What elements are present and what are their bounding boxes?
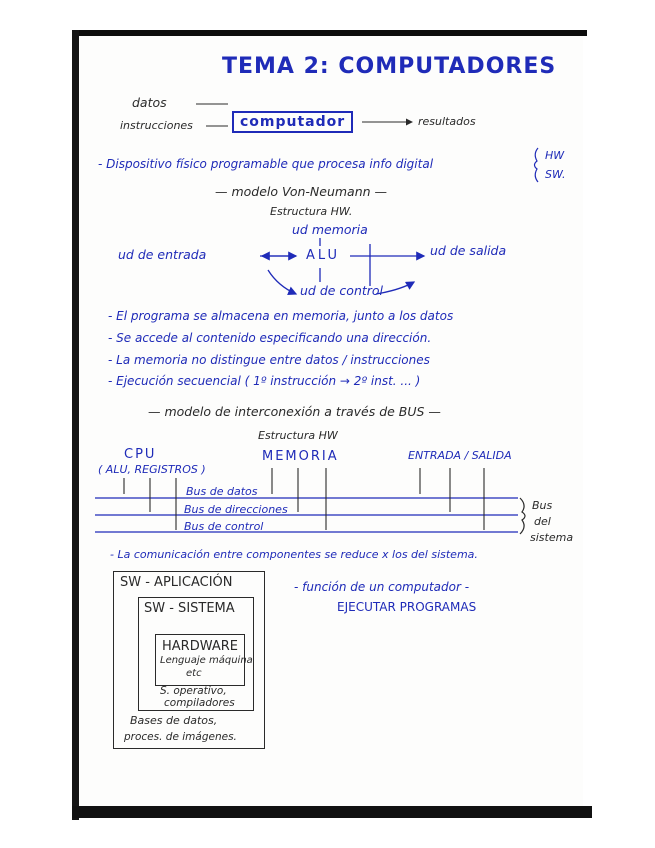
page-title: TEMA 2: COMPUTADORES	[222, 54, 557, 79]
ud-memoria: ud memoria	[292, 222, 368, 237]
definition-text: - Dispositivo físico programable que procesa info digital	[98, 157, 434, 171]
layer-inner-detail-2: etc	[186, 668, 202, 679]
layer-outer-detail-2: proces. de imágenes.	[124, 731, 237, 743]
cpu-detail: ( ALU, REGISTROS )	[98, 463, 206, 476]
ud-salida: ud de salida	[430, 243, 507, 258]
function-line-1: - función de un computador -	[294, 580, 470, 594]
bus-control-label: Bus de control	[184, 520, 264, 533]
bullet-3: - La memoria no distingue entre datos / instrucciones	[108, 353, 430, 367]
bus-note: - La comunicación entre componentes se reduce x los del sistema.	[110, 548, 478, 561]
layer-middle-label: SW - SISTEMA	[144, 601, 235, 616]
brace-sw: SW.	[545, 168, 566, 181]
layer-middle-detail-2: compiladores	[164, 697, 235, 709]
function-line-2: EJECUTAR PROGRAMAS	[337, 600, 477, 614]
von-neumann-sub: Estructura HW.	[270, 205, 353, 218]
bus-sistema-1: Bus	[532, 499, 553, 512]
bus-datos-label: Bus de datos	[186, 485, 258, 498]
von-neumann-heading: — modelo Von-Neumann —	[215, 184, 388, 199]
io-label: ENTRADA / SALIDA	[408, 449, 512, 462]
layer-outer-detail-1: Bases de datos,	[130, 714, 218, 727]
memoria-label: MEMORIA	[262, 449, 339, 464]
input-instrucciones: instrucciones	[120, 119, 193, 132]
output-resultados: resultados	[418, 115, 476, 128]
bus-model-sub: Estructura HW	[258, 429, 338, 442]
bus-direcciones-label: Bus de direcciones	[184, 503, 288, 516]
ud-entrada: ud de entrada	[118, 247, 207, 262]
bus-sistema-2: del	[534, 515, 551, 528]
ud-control: ud de control	[300, 283, 384, 298]
bullet-2: - Se accede al contenido especificando una dirección.	[108, 331, 432, 345]
bullet-4: - Ejecución secuencial ( 1º instrucción → 2º inst. ... )	[108, 374, 421, 388]
layer-inner-label: HARDWARE	[162, 639, 238, 654]
alu-label: ALU	[306, 248, 341, 263]
brace-hw: HW	[545, 149, 565, 162]
computador-box: computador	[232, 111, 353, 133]
bus-sistema-3: sistema	[530, 531, 574, 544]
layer-middle-detail-1: S. operativo,	[160, 685, 227, 697]
bullet-1: - El programa se almacena en memoria, junto a los datos	[108, 309, 454, 323]
input-datos: datos	[132, 95, 167, 110]
cpu-label: CPU	[124, 447, 157, 462]
layer-inner-detail-1: Lenguaje máquina	[160, 655, 253, 666]
bus-model-heading: — modelo de interconexión a través de BUS —	[148, 404, 441, 419]
layer-outer-label: SW - APLICACIÓN	[120, 575, 233, 590]
